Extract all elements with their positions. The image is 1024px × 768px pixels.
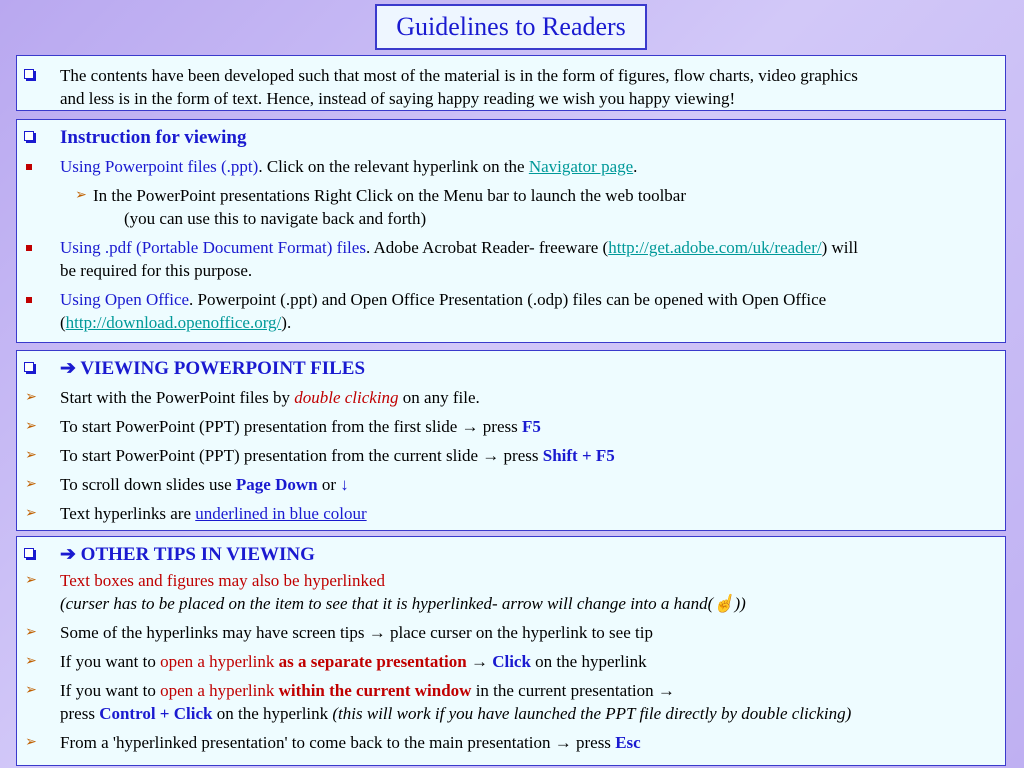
text: open a hyperlink: [160, 681, 275, 700]
pdf-item: [17, 236, 1005, 282]
key-control-click: Control + Click: [99, 704, 213, 723]
key-shift-f5: Shift + F5: [542, 446, 615, 465]
checkbox-bullet-icon: [24, 548, 34, 558]
tips-heading: OTHER TIPS IN VIEWING: [80, 544, 315, 565]
text: on the hyperlink: [212, 704, 333, 723]
intro-line-1: The contents have been developed such that most of the material is in the form of figures, flow charts, video graphics: [60, 66, 858, 85]
openoffice-lead: Using Open Office: [60, 290, 190, 309]
text: open a hyperlink: [160, 652, 275, 671]
list-item: [17, 502, 1005, 525]
ppt-end: .: [633, 157, 638, 176]
intro-panel: [16, 55, 1006, 111]
right-arrow-icon: ➔: [60, 544, 81, 565]
arrow-bullet-icon: ➢: [25, 419, 37, 434]
text: as a separate presentation: [274, 652, 467, 671]
pdf-lead: Using .pdf (Portable Document Format) files: [60, 238, 366, 257]
navigator-page-link[interactable]: Navigator page: [528, 157, 634, 176]
arrow-bullet-icon: ➢: [25, 448, 37, 463]
square-bullet-icon: [26, 245, 32, 251]
underlined-blue-text: underlined in blue colour: [195, 504, 367, 523]
arrow-bullet-icon: ➢: [25, 477, 37, 492]
text: Start with the PowerPoint files by: [60, 388, 295, 407]
adobe-reader-link[interactable]: http://get.adobe.com/uk/reader/: [608, 238, 822, 257]
square-bullet-icon: [26, 164, 32, 170]
text: To start PowerPoint (PPT) presentation from the current slide → press: [60, 446, 543, 465]
list-item: [17, 473, 1005, 496]
key-f5: F5: [522, 417, 541, 436]
tip-1-line-2: (curser has to be placed on the item to see that it is hyperlinked- arrow will change into a hand(☝)): [60, 594, 746, 613]
list-item: [17, 569, 1005, 615]
ppt-lead: Using Powerpoint files (.ppt): [60, 157, 259, 176]
ppt-text: . Click on the relevant hyperlink on the: [258, 157, 529, 176]
text: Text hyperlinks are: [60, 504, 196, 523]
list-item: [17, 386, 1005, 409]
key-esc: Esc: [615, 733, 641, 752]
pdf-line-2: be required for this purpose.: [60, 261, 253, 280]
text: or: [317, 475, 341, 494]
text: on any file.: [398, 388, 480, 407]
key-page-down: Page Down: [235, 475, 318, 494]
square-bullet-icon: [26, 297, 32, 303]
tip-1-line-1: Text boxes and figures may also be hyperlinked: [60, 571, 386, 590]
arrow-bullet-icon: ➢: [25, 506, 37, 521]
viewing-panel: [16, 350, 1006, 531]
list-item: [17, 731, 1005, 754]
ppt-item: [17, 155, 1005, 178]
text: If you want to: [60, 681, 161, 700]
double-clicking-text: double clicking: [294, 388, 399, 407]
right-arrow-icon: ➔: [60, 358, 81, 379]
arrow-bullet-icon: ➢: [25, 625, 37, 640]
checkbox-bullet-icon: [24, 69, 34, 79]
list-item: [17, 415, 1005, 438]
arrow-bullet-icon: ➢: [25, 735, 37, 750]
text: To start PowerPoint (PPT) presentation from the first slide → press: [60, 417, 522, 436]
openoffice-text: . Powerpoint (.ppt) and Open Office Presentation (.odp) files can be opened with Open Office: [189, 290, 827, 309]
openoffice-item: [17, 288, 1005, 334]
ppt-sub-line-2: (you can use this to navigate back and forth): [124, 209, 427, 228]
openoffice-paren: (: [60, 313, 66, 332]
arrow-bullet-icon: ➢: [25, 390, 37, 405]
list-item: [17, 679, 1005, 725]
arrow-bullet-icon: ➢: [25, 573, 37, 588]
text: From a 'hyperlinked presentation' to come back to the main presentation → press: [60, 733, 616, 752]
checkbox-bullet-icon: [24, 362, 34, 372]
pdf-text-2: ) will: [821, 238, 858, 257]
key-click: Click: [492, 652, 531, 671]
tips-heading-row: [17, 543, 1005, 566]
text: →: [466, 652, 493, 671]
pdf-text: . Adobe Acrobat Reader- freeware (: [365, 238, 609, 257]
list-item: [17, 444, 1005, 467]
down-arrow-icon: ↓: [340, 475, 349, 494]
text: To scroll down slides use: [60, 475, 236, 494]
instructions-heading: Instruction for viewing: [60, 127, 247, 148]
openoffice-end: ).: [281, 313, 292, 332]
tip-2-text: Some of the hyperlinks may have screen tips → place curser on the hyperlink to see tip: [60, 623, 653, 642]
checkbox-bullet-icon: [24, 131, 34, 141]
list-item: [17, 650, 1005, 673]
intro-item: [17, 64, 1005, 110]
text: If you want to: [60, 652, 161, 671]
text: on the hyperlink: [530, 652, 647, 671]
arrow-bullet-icon: ➢: [25, 654, 37, 669]
list-item: [17, 621, 1005, 644]
tips-panel: [16, 536, 1006, 766]
ppt-subitem: [17, 184, 1005, 230]
viewing-heading-row: [17, 357, 1005, 380]
intro-line-2: and less is in the form of text. Hence, instead of saying happy reading we wish you happy viewing!: [60, 89, 736, 108]
page-title: Guidelines to Readers: [375, 4, 647, 50]
instructions-heading-row: [17, 126, 1005, 149]
instructions-panel: [16, 119, 1006, 343]
text: (this will work if you have launched the PPT file directly by double clicking): [332, 704, 852, 723]
text: press: [60, 704, 100, 723]
ppt-sub-line-1: In the PowerPoint presentations Right Click on the Menu bar to launch the web toolbar: [93, 186, 686, 205]
arrow-bullet-icon: ➢: [25, 683, 37, 698]
text: in the current presentation →: [471, 681, 675, 700]
openoffice-link[interactable]: http://download.openoffice.org/: [65, 313, 282, 332]
text: within the current window: [274, 681, 472, 700]
viewing-heading: VIEWING POWERPOINT FILES: [80, 358, 366, 379]
arrow-bullet-icon: ➢: [75, 188, 87, 203]
